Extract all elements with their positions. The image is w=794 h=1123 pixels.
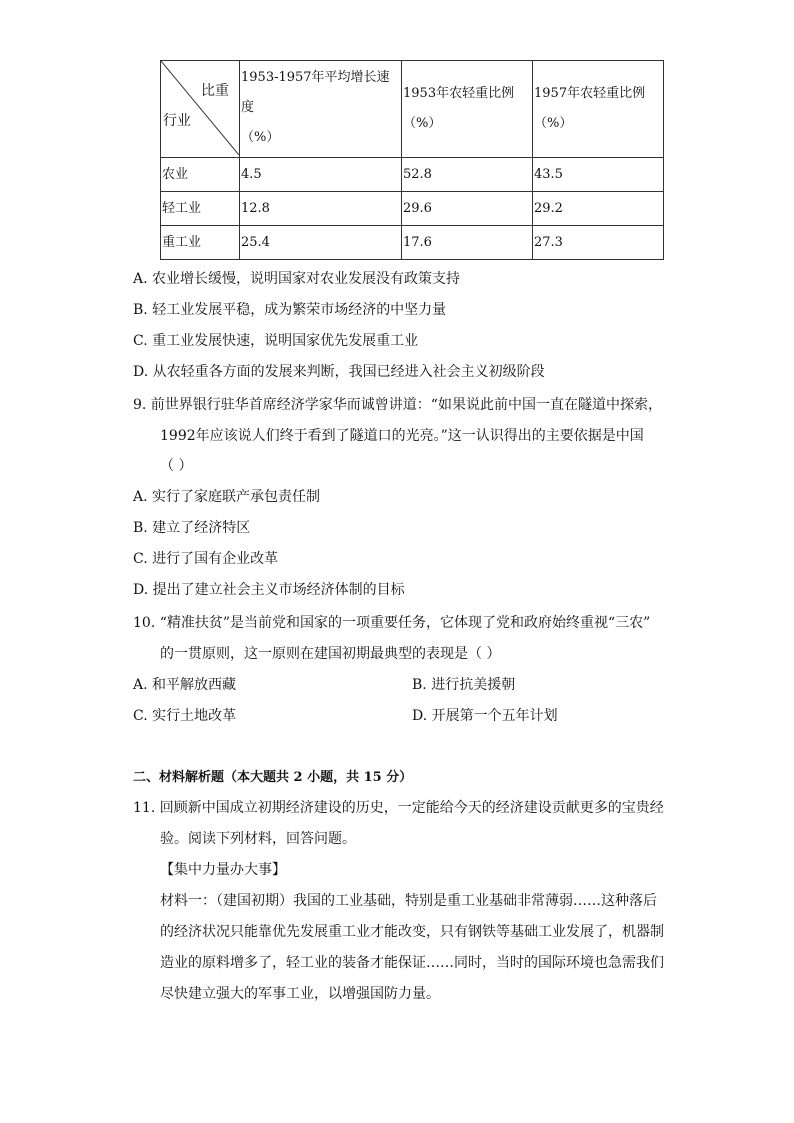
header-1957-line1: 1957年农轻重比例 — [534, 86, 646, 101]
header-growth-line1: 1953-1957年平均增长速 — [241, 70, 390, 85]
q9-option-c: C. 进行了国有企业改革 — [133, 551, 279, 567]
row-1957-value: 43.5 — [533, 158, 664, 192]
industry-ratio-table — [160, 60, 664, 260]
q11-material-line3: 造业的原料增多了，轻工业的装备才能保证……同时，当时的国际环境也急需我们 — [160, 955, 664, 971]
header-1953-line1: 1953年农轻重比例 — [403, 86, 515, 101]
diag-header-bottom: 行业 — [163, 113, 191, 129]
row-1953-value: 17.6 — [402, 226, 533, 260]
q9-answer-blank: （ ） — [160, 458, 193, 474]
header-growth-line3: （%） — [241, 130, 280, 145]
table-row — [161, 192, 664, 226]
q9-stem-line2: 1992年应该说人们终于看到了隧道口的光亮。”这一认识得出的主要依据是中国 — [160, 428, 644, 444]
row-growth-value: 4.5 — [240, 158, 402, 192]
row-industry-name: 农业 — [161, 158, 240, 192]
q11-material-line4: 尽快建立强大的军事工业，以增强国防力量。 — [160, 986, 440, 1002]
header-1957-line2: （%） — [534, 116, 573, 131]
q10-stem-line1: 10. “精准扶贫”是当前党和国家的一项重要任务，它体现了党和政府始终重视“三农” — [133, 615, 651, 631]
header-1953-line2: （%） — [403, 116, 442, 131]
q11-stem-line2: 验。阅读下列材料，回答问题。 — [160, 831, 356, 847]
q8-option-c: C. 重工业发展快速，说明国家优先发展重工业 — [133, 333, 419, 349]
table-row — [161, 158, 664, 192]
table-header-row — [161, 61, 664, 158]
q10-option-c: C. 实行土地改革 — [133, 708, 237, 724]
row-1953-value: 29.6 — [402, 192, 533, 226]
header-1953-ratio — [402, 61, 533, 158]
q11-material-heading: 【集中力量办大事】 — [160, 862, 286, 878]
q9-option-b: B. 建立了经济特区 — [133, 520, 251, 536]
row-growth-value: 25.4 — [240, 226, 402, 260]
q11-stem-line1: 11. 回顾新中国成立初期经济建设的历史，一定能给今天的经济建设贡献更多的宝贵经 — [133, 800, 664, 816]
q9-option-d: D. 提出了建立社会主义市场经济体制的目标 — [133, 582, 405, 598]
header-growth-rate — [240, 61, 402, 158]
row-industry-name: 重工业 — [161, 226, 240, 260]
section-title: 二、材料解析题（本大题共 2 小题，共 15 分） — [133, 770, 413, 785]
table-row — [161, 226, 664, 260]
q9-option-a: A. 实行了家庭联产承包责任制 — [133, 489, 321, 505]
q8-option-a: A. 农业增长缓慢，说明国家对农业发展没有政策支持 — [133, 271, 461, 287]
q11-material-line1: 材料一：（建国初期）我国的工业基础，特别是重工业基础非常薄弱……这种落后 — [160, 893, 657, 909]
header-1957-ratio — [533, 61, 664, 158]
q8-option-d: D. 从农轻重各方面的发展来判断，我国已经进入社会主义初级阶段 — [133, 364, 545, 380]
q10-option-a: A. 和平解放西藏 — [133, 677, 237, 693]
diagonal-header-cell — [161, 61, 240, 158]
row-industry-name: 轻工业 — [161, 192, 240, 226]
q10-stem-line2: 的一贯原则，这一原则在建国初期最典型的表现是（ ） — [160, 646, 501, 662]
q10-option-d: D. 开展第一个五年计划 — [412, 708, 558, 724]
header-growth-line2: 度 — [241, 100, 255, 115]
row-1957-value: 27.3 — [533, 226, 664, 260]
q8-option-b: B. 轻工业发展平稳，成为繁荣市场经济的中坚力量 — [133, 302, 447, 318]
q10-option-b: B. 进行抗美援朝 — [412, 677, 516, 693]
row-1957-value: 29.2 — [533, 192, 664, 226]
diagonal-line — [161, 61, 239, 155]
row-1953-value: 52.8 — [402, 158, 533, 192]
row-growth-value: 12.8 — [240, 192, 402, 226]
q9-stem-line1: 9. 前世界银行驻华首席经济学家华而诚曾讲道：“如果说此前中国一直在隧道中探索， — [133, 397, 662, 413]
diag-header-top: 比重 — [201, 83, 229, 99]
q11-material-line2: 的经济状况只能靠优先发展重工业才能改变，只有钢铁等基础工业发展了，机器制 — [160, 924, 664, 940]
